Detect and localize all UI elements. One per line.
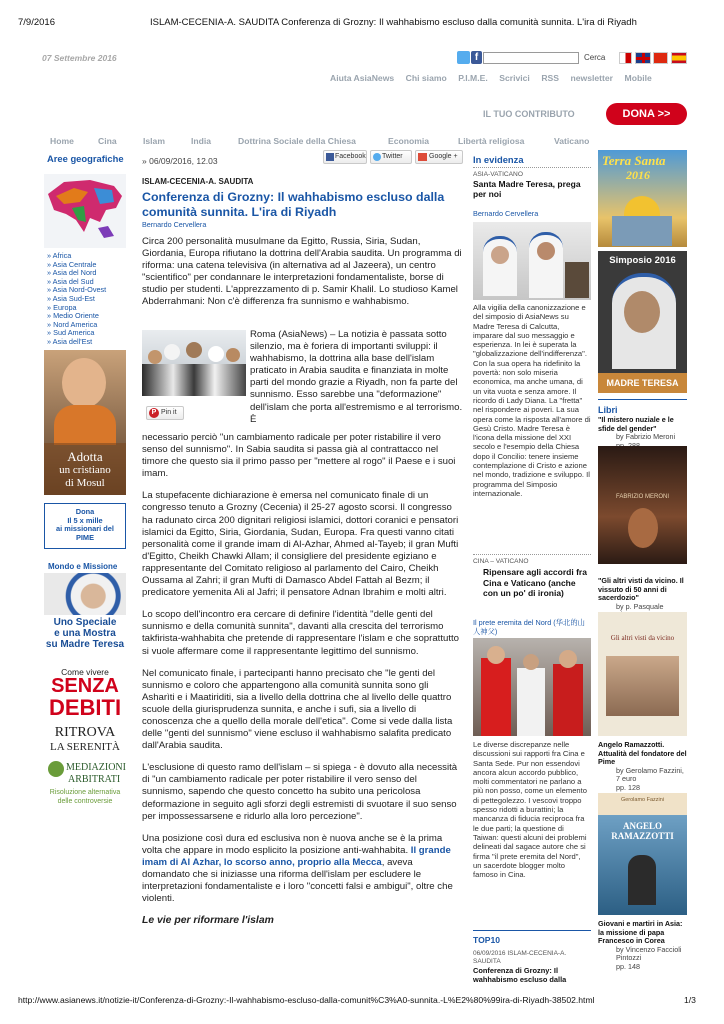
nav-rss[interactable]: RSS [541, 73, 559, 83]
flag-icon[interactable] [619, 52, 632, 64]
book-item[interactable]: "Gli altri visti da vicino. Il vissuto di 50 anni di sacerdozio" by p. Pasquale [598, 576, 684, 611]
terra-santa-banner[interactable]: Terra Santa 2016 [598, 150, 687, 247]
article-paragraph: L'esclusione di questo ramo dell'islam – si spiega - è dovuto alla necessità di "un cambiamento radicale per poter ristabilire il vero senso del sunnismo, sapendo che questo concetto ha subito una pericolosa deformazione in seguito agli sforzi degli estremisti di svuotare il suo senso per impossessarsene e ridurlo alla loro percezione". [142, 762, 458, 822]
adotta-banner[interactable] [44, 350, 126, 495]
region-link[interactable]: » Medio Oriente [47, 311, 99, 321]
adotta-line3: di Mosul [65, 477, 105, 489]
book-item[interactable]: Angelo Ramazzotti. Attualità del fondatore del Pime by Gerolamo Fazzini, 7 euro pp. 128 [598, 740, 687, 792]
divider [473, 930, 591, 931]
top-nav [322, 73, 652, 83]
region-list [47, 252, 106, 347]
google-plus-button[interactable]: Google + [415, 150, 463, 164]
cina-vaticano-photo[interactable] [473, 638, 591, 736]
senza-debiti-banner[interactable]: Come vivere SENZA DEBITI RITROVA LA SERENITÀ MEDIAZIONI ARBITRATI Risoluzione alternativa delle controversie [44, 667, 126, 817]
evidenza-kicker: CINA – VATICANO [473, 558, 529, 565]
top10-title[interactable]: Conferenza di Grozny: Il wahhabismo escluso dalla [473, 966, 567, 984]
aree-heading: Aree geografiche [47, 153, 124, 164]
book-item[interactable]: "Il mistero nuziale e le sfide del gender" by Fabrizio Meroni [598, 415, 676, 442]
site-date: 07 Settembre 2016 [42, 53, 117, 63]
flag-cn-icon[interactable] [653, 52, 668, 64]
article-photo[interactable] [142, 330, 246, 396]
nav-mobile[interactable]: Mobile [624, 73, 652, 83]
main-nav [0, 136, 724, 148]
article-lead-block [142, 236, 462, 319]
article-title: Conferenza di Grozny: Il wahhabismo escluso dalla comunità sunnita. L'ira di Riyadh [142, 190, 445, 219]
facebook-icon[interactable]: f [471, 51, 482, 64]
region-link[interactable]: » Asia del Sud [47, 276, 94, 286]
evidenza-heading: In evidenza [473, 154, 524, 165]
nav-islam[interactable]: Islam [143, 136, 165, 146]
print-page: 1/3 [684, 995, 696, 1005]
madre-teresa-photo[interactable] [473, 222, 591, 300]
nav-home[interactable]: Home [50, 136, 74, 146]
pin-it-button[interactable]: P Pin it [146, 406, 184, 420]
region-link[interactable]: » Asia del Nord [47, 268, 97, 278]
nav-liberta[interactable]: Libertà religiosa [458, 136, 525, 146]
article-date: » 06/09/2016, 12.03 [142, 156, 218, 166]
evidenza-title[interactable]: Santa Madre Teresa, prega per noi [473, 179, 581, 199]
nav-aiuta[interactable]: Aiuta AsiaNews [330, 73, 395, 83]
evidenza-author[interactable]: Il prete eremita del Nord (华北的山人神父) [473, 618, 585, 636]
adotta-line1: Adotta [67, 449, 103, 464]
article-paragraph: La stupefacente dichiarazione è emersa nel comunicato finale di un congresso tenuto a Grozny (Cecenia) il 25-27 agosto scorsi. Il congresso ha radunato circa 200 dignitari religiosi islamici, dottori coranici e pensatori islamici da Egitto, Siria, Giordania, Sudan, Europa. Fra questi vanno citati personalità come il grande imam di Al-Azhar, Ahmed al-Tayeb; il gran Mufti d'Egitto, Cheikh Chawki Allam; il consigliere del presidente egiziano e rappresentante del Comitato religioso al parlamento del Cairo, Cheikh Oussama al Zahri; il gran Mufti di Damasco Abdel Fattah al Bezm; il predicatore yemenita Ali al Jafri; il pensatore Adnan Ibrahim e molti altri. [142, 490, 459, 599]
dona-5x1000-box[interactable]: Dona Il 5 x mille ai missionari del PIME [44, 503, 126, 549]
twitter-share-button[interactable]: Twitter [370, 150, 412, 164]
article-paragraph: necessario perciò "un cambiamento radicale per poter ristabilire il vero senso del sunnismo". In Sabia saudita si passa già al contrattacco nel timore che questo sia il primo passo per "mettere al rogo" il Paese e i suoi imam. [142, 432, 456, 480]
region-link[interactable]: » Asia Sud-Est [47, 293, 95, 303]
nav-economia[interactable]: Economia [388, 136, 430, 146]
article-author[interactable]: Bernardo Cervellera [142, 220, 207, 229]
top10-meta: 06/09/2016 ISLAM-CECENIA-A. SAUDITA [473, 950, 567, 965]
region-link[interactable]: » Nord America [47, 319, 98, 329]
article-paragraph: Nel comunicato finale, i partecipanti hanno precisato che "le genti del sunnismo e coloro che appartengono alla comunità sunnita sono gli Asharìti e i Maatiriditi, sia a livello della dottrina che al livello delle quattro scuole della giurisprudenza sunnita, e anche i sufi, sia a livello di conoscenza che a quello della morale dell'etica". Come si vede dalla lista delle "genti del sunnismo" viene escluso il wahhabismo salafita predicato dall'Arabia saudita. [142, 667, 453, 752]
region-link[interactable]: » Asia Centrale [47, 259, 97, 269]
book-cover[interactable]: FABRIZIO MERONI [598, 446, 687, 564]
divider [473, 554, 591, 555]
evidenza-text: Alla vigilia della canonizzazione e del simposio di AsiaNews su Madre Teresa di Calcutta, imparare dal suo messaggio e esperienza. In lei è superata la "globalizzazione dell'indifferenza". Con la sua opera ha ridefinito la povertà: non solo miseria economica, ma anche umana, di un vita vuota e senza amore. Il ricordo di Lady Diana. La "fretta" nel rispondere ai poveri. La sua opera come la risposta all'amore di Gesù Cristo. Madre Teresa è l'icona della missione del XXI secolo e l'esempio della Chiesa dopo il Concilio: tenere insieme contemplazione di Cristo e azione nel mondo, tradizione e sviluppo. Il programma del Simposio internazionale. [473, 303, 591, 498]
article-lead: Circa 200 personalità musulmane da Egitto, Russia, Siria, Sudan, Giordania, Europa rifiutano la dottrina dell'Arabia saudita. Un programma di riforma: una catena televisiva (in alternativa ad al Jazeera), un centro "scientifico" per condannare le interpretazioni fondamentaliste, borse di studio per studenti. L'apprezzamento di p. Samir Khalil. Lo studioso Kamel Abderrahmani: Non c'è differenza fra sunnismo e wahhabismo. [142, 236, 462, 308]
article-p1a-block [250, 329, 463, 436]
region-link[interactable]: » Asia Nord-Ovest [47, 285, 107, 295]
book-cover[interactable]: Gerolamo Fazzini ANGELO RAMAZZOTTI [598, 793, 687, 915]
print-url: http://www.asianews.it/notizie-it/Conferenza-di-Grozny:-Il-wahhabismo-escluso-dalla-comunit%C3%A0-sunnita.-L%E2%80%99ira-di-Riyadh-38502.html [18, 995, 595, 1005]
evidenza-text: Le diverse discrepanze nelle discussioni sui rapporti fra Cina e Santa Sede. Pur non essendovi ancora alcun accordo pubblico, molti commentatori ne parlano a più non posso, come un elemento di pettegolezzo. I vescovi troppo spesso ridotti a burattini; la mancanza di fiducia reciproca fra le due parti; la questione di Taiwan: questi alcuni dei problemi delineati dal sagace autore che si firma "il prete eremita del Nord", un sacerdote blogger molto famoso in Cina. [473, 740, 587, 880]
nav-vaticano[interactable]: Vaticano [554, 136, 590, 146]
libri-heading: Libri [598, 405, 618, 415]
mediazioni-icon [48, 761, 64, 777]
asia-map[interactable] [44, 174, 126, 248]
region-link[interactable]: » Asia dell'Est [47, 336, 93, 346]
divider [473, 167, 591, 168]
flag-es-icon[interactable] [671, 52, 687, 64]
article-paragraph: Roma (AsiaNews) – La notizia è passata sotto silenzio, ma è foriera di importanti sviluppi: il wahhabismo, la dottrina alla base dell'islam praticato in Arabia saudita e finanziata in molte parti del mondo grazie a Riyadh, non fa parte del sunnismo. Esso sarebbe una "deformazione" dell'islam che porta all'estremismo e al terrorismo. È [250, 329, 463, 425]
article-body [142, 432, 462, 937]
region-link[interactable]: » Sud America [47, 328, 95, 338]
twitter-icon[interactable] [457, 51, 470, 64]
article-subhead: Le vie per riformare l'islam [142, 915, 274, 927]
nav-pime[interactable]: P.I.M.E. [458, 73, 488, 83]
mondo-missione-banner[interactable]: Mondo e Missione Uno Speciale e una Mostra su Madre Teresa [44, 560, 126, 658]
nav-cina[interactable]: Cina [98, 136, 117, 146]
search-label[interactable]: Cerca [584, 53, 606, 62]
nav-scrivici[interactable]: Scrivici [499, 73, 530, 83]
search-input[interactable] [483, 52, 579, 64]
region-link[interactable]: » Africa [47, 251, 72, 260]
evidenza-kicker: ASIA-VATICANO [473, 171, 523, 178]
facebook-share-button[interactable]: Facebook [323, 150, 367, 164]
simposio-banner[interactable]: Simposio 2016 MADRE TERESA [598, 251, 687, 393]
divider [598, 399, 687, 400]
article-link[interactable]: Il grande imam di Al Azhar, lo scorso anno, proprio alla Mecca [142, 844, 451, 868]
dona-button[interactable]: DONA >> [606, 103, 687, 125]
evidenza-author[interactable]: Bernardo Cervellera [473, 209, 539, 218]
article-kicker: ISLAM-CECENIA-A. SAUDITA [142, 177, 254, 186]
print-date: 7/9/2016 [18, 17, 55, 28]
contrib-label: IL TUO CONTRIBUTO [483, 109, 575, 119]
nav-dottrina[interactable]: Dottrina Sociale della Chiesa [238, 136, 356, 146]
evidenza-title[interactable]: Ripensare agli accordi fra Cina e Vaticano (anche con un po' di ironia) [483, 567, 587, 599]
book-cover[interactable]: Gli altri visti da vicino [598, 612, 687, 736]
flag-uk-icon[interactable] [635, 52, 651, 64]
nav-india[interactable]: India [191, 136, 212, 146]
print-title: ISLAM-CECENIA-A. SAUDITA Conferenza di Grozny: Il wahhabismo escluso dalla comunità sunnita. L'ira di Riyadh [150, 17, 637, 28]
article-paragraph: Una posizione così dura ed esclusiva non è nuova anche se è la prima volta che appare in modo esplicito la posizione anti-wahhabita. Il grande imam di Al Azhar, lo scorso anno, proprio alla Mecca, aveva domandato che si iniziasse una riforma dell'islam per escludere le interpretazioni fondamentaliste e i loro "concetti falsi e ambigui", oltre che violenti. [142, 832, 453, 905]
adotta-line2: un cristiano [59, 464, 111, 476]
book-item[interactable]: Giovani e martiri in Asia: la missione di papa Francesco in Corea by Vincenzo Faccioli Pintozzi pp. 148 [598, 919, 683, 971]
region-link[interactable]: » Europa [47, 302, 77, 312]
top10-heading: TOP10 [473, 935, 501, 945]
nav-chi-siamo[interactable]: Chi siamo [405, 73, 447, 83]
article-paragraph: Lo scopo dell'incontro era cercare di definire l'identità "delle genti del sunnismo e della comunità sunnita", davanti alla crescita del terrorismo takfirista-wahhabita che pretende di rappresentare l'islam e che soprattutto si vuole affermare come il rappresentante legittimo del sunnismo. [142, 609, 460, 657]
nav-newsletter[interactable]: newsletter [570, 73, 614, 83]
